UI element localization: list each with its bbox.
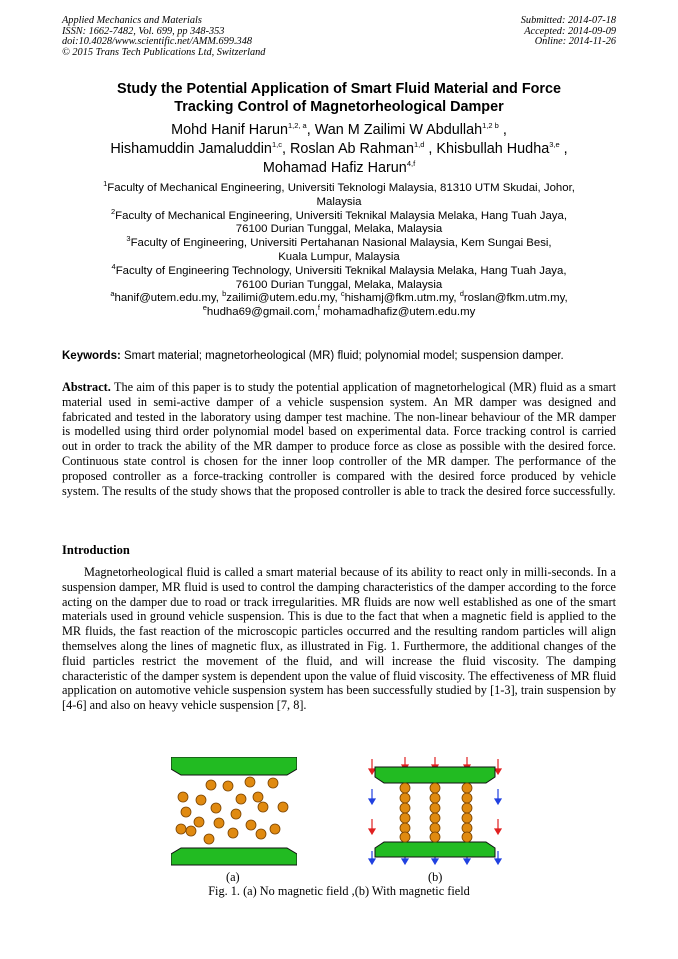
journal-info: [62, 16, 265, 58]
figure-caption: Fig. 1. (a) No magnetic field ,(b) With magnetic field: [208, 884, 470, 898]
bottom-plate: [375, 842, 495, 857]
affil-line: Faculty of Mechanical Engineering, Universiti Teknologi Malaysia, 81310 UTM Skudai, Johor,: [107, 182, 575, 194]
affiliation: [62, 206, 616, 224]
keywords-label: Keywords:: [62, 350, 121, 362]
doi-line: doi:10.4028/www.scientific.net/AMM.699.348: [62, 36, 252, 48]
email-f: mohamadhafiz@utem.edu.my: [319, 306, 476, 319]
accepted-date: Accepted: 2014-09-09: [524, 25, 616, 37]
copyright-line: © 2015 Trans Tech Publications Ltd, Switzerland: [62, 46, 266, 58]
email-sup: a: [110, 289, 115, 299]
submission-dates: [521, 16, 616, 48]
email-sup: e: [202, 303, 207, 313]
bottom-plate: [171, 848, 297, 865]
email-line-1: [62, 289, 616, 306]
abstract-label: Abstract.: [62, 380, 111, 394]
email-sup: f: [317, 303, 320, 313]
email-e: hudha69@gmail.com,: [206, 306, 318, 319]
figure-no-magnetic-field: [171, 757, 297, 867]
email-sup: b: [222, 289, 227, 299]
author-affil-sup: 4,f: [406, 159, 416, 169]
title-line-2: Tracking Control of Magnetorheological Damper: [174, 99, 504, 115]
email-b: zailimi@utem.edu.my,: [226, 292, 341, 305]
author-affil-sup: 1,c: [271, 140, 282, 150]
abstract-text: The aim of this paper is to study the potential application of magnetorhelogical (MR) fluid as a smart material used in semi-active damper of a vehicle suspension system. An MR damper was designed and fabricated and tested in the laboratory using damper test machine. The non-linear behaviour of the MR damper is modelled using third order polynomial model based on experimental data. Force tracking control is carried out in order to track the ability of the MR damper to produce force as close as possible with the desired force. Continuous state control is chosen for the inner loop controller of the MR damper. The performance of the proposed controller as a force-tracking controller is compared with the desired force produced by vehicle system. The results of the study shows that the proposed controller is able to track the desired force successfully.: [62, 380, 616, 498]
email-line-2: [62, 303, 616, 320]
particle-chains: [400, 783, 472, 842]
paper-title: [62, 80, 616, 116]
figure-label-a: (a): [226, 870, 240, 884]
email-c: hishamj@fkm.utm.my,: [344, 292, 460, 305]
author-affil-sup: 1,2, a: [287, 121, 307, 131]
email-a: hanif@utem.edu.my,: [114, 292, 223, 305]
title-line-1: Study the Potential Application of Smart Fluid Material and Force: [116, 81, 562, 97]
issn-line: ISSN: 1662-7482, Vol. 699, pp 348-353: [62, 25, 225, 37]
keywords: [62, 349, 622, 363]
email-d: roslan@fkm.utm.my,: [463, 292, 568, 305]
email-sup: c: [340, 289, 345, 299]
author-affil-sup: 1,d: [413, 140, 425, 150]
top-plate: [375, 767, 495, 783]
affiliation: [62, 179, 616, 196]
figure-label-b: (b): [428, 870, 443, 884]
affil-line: Faculty of Mechanical Engineering, Universiti Teknikal Malaysia Melaka, Hang Tuah Jaya,: [115, 209, 567, 222]
author-separator: ,: [424, 141, 437, 157]
affil-sup: 3: [126, 234, 131, 244]
online-date: Online: 2014-11-26: [534, 36, 616, 48]
author-name: Mohamad Hafiz Harun: [262, 160, 407, 176]
figure-with-magnetic-field: [367, 757, 503, 867]
affil-sup: 2: [110, 206, 116, 216]
author-separator: ,: [559, 141, 568, 157]
author-affil-sup: 1,2 b: [482, 121, 499, 131]
introduction-paragraph: Magnetorheological fluid is called a smart material because of its ability to react only in milli-seconds. In a suspension damper, MR fluid is used to control the damping characteristics of the damper according to the force acting on the damper due to road or track irregularities. MR fluids are now well established as one of the smart materials used in ground vehicle suspension. This is due to the fact that when a magnetic field is applied to the MR fluids, the fast reaction of the microscopic particles occurred and the resulting random particles will align themselves along the lines of magnetic flux, as illustrated in Fig. 1. Furthermore, the additional changes of the fluid particles restrict the movement of the fluid, and will increase the fluid viscosity. The damping characteristic of the damper system is dependent upon the value of fluid viscosity. The effectiveness of MR fluid application on automotive vehicle suspension system has been successfully studied by [1-3], train suspension by [4-6] and also on heavy vehicle suspension [7, 8].: [62, 565, 617, 713]
affil-line: Faculty of Engineering, Universiti Pertahanan Nasional Malaysia, Kem Sungai Besi,: [130, 237, 552, 250]
author-list: [62, 121, 616, 178]
author-separator: ,: [306, 122, 315, 138]
author-name: Roslan Ab Rahman: [289, 141, 414, 157]
author-affil-sup: 3,e: [549, 140, 560, 150]
section-heading: Introduction: [62, 543, 130, 557]
author-name: Hishamuddin Jamaluddin: [110, 141, 272, 157]
author-name: Mohd Hanif Harun: [171, 122, 288, 138]
author-separator: ,: [498, 122, 507, 138]
affiliation: [62, 261, 616, 279]
author-name: Wan M Zailimi W Abdullah: [314, 122, 483, 138]
affil-sup: 1: [103, 179, 108, 189]
affiliation-cont: 76100 Durian Tunggal, Melaka, Malaysia: [235, 223, 443, 236]
affil-line: Faculty of Engineering Technology, Universiti Teknikal Malaysia Melaka, Hang Tuah Jaya,: [115, 264, 567, 277]
affiliation-cont: 76100 Durian Tunggal, Melaka, Malaysia: [235, 278, 443, 291]
affiliation-cont: Malaysia: [316, 195, 362, 208]
author-name: Khisbullah Hudha: [436, 141, 550, 157]
email-sup: d: [459, 289, 464, 299]
author-line-2: [62, 140, 616, 159]
top-plate: [171, 757, 297, 775]
affiliation: [62, 234, 616, 251]
submitted-date: Submitted: 2014-07-18: [520, 15, 616, 26]
particles: [176, 777, 288, 844]
affiliation-list: [62, 179, 616, 320]
abstract: [62, 380, 616, 498]
affiliation-cont: Kuala Lumpur, Malaysia: [278, 250, 400, 263]
author-line-1: [62, 121, 616, 140]
keywords-text: Smart material; magnetorheological (MR) fluid; polynomial model; suspension damper.: [120, 350, 564, 362]
author-separator: ,: [281, 141, 290, 157]
affil-sup: 4: [111, 261, 116, 271]
journal-name: Applied Mechanics and Materials: [62, 15, 202, 26]
author-line-3: [62, 159, 616, 178]
